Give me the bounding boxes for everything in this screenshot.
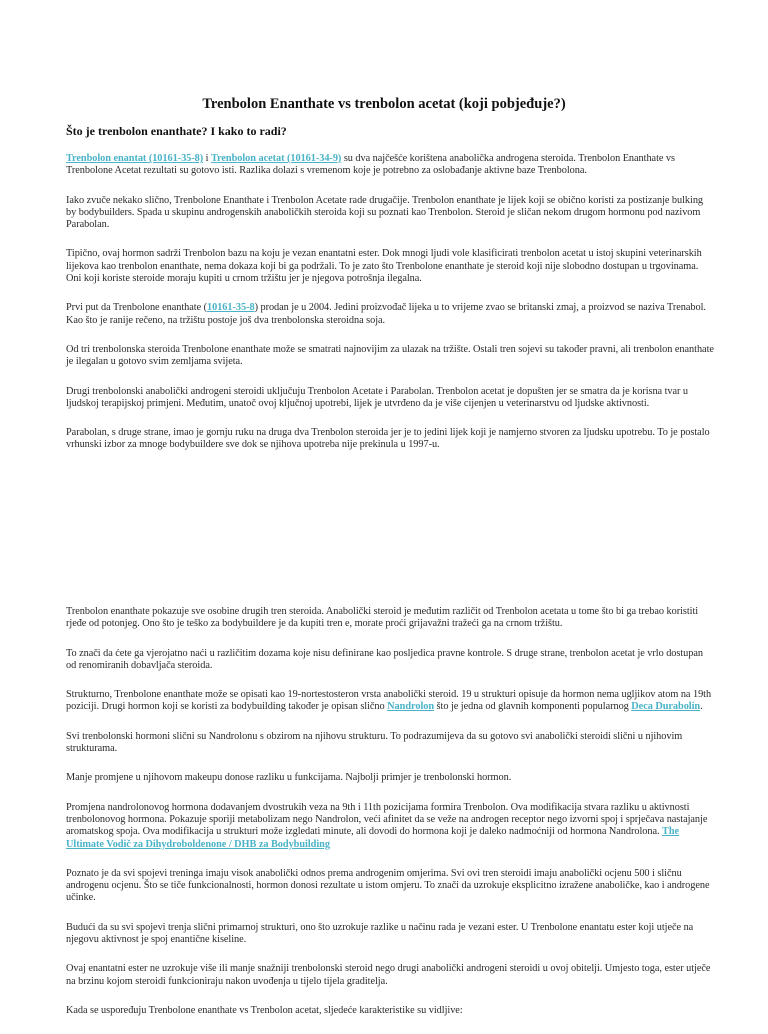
link-nandrolon[interactable]: Nandrolon [387, 701, 435, 713]
link-dhb-guide[interactable]: The Ultimate Vodič za Dihydroboldenone / DHB za Bodybuilding [66, 826, 680, 850]
paragraph-10-mid: što je jedna od glavnih komponenti popularnog [434, 701, 632, 713]
blank-area [66, 450, 714, 590]
content-block-bottom [66, 606, 714, 1034]
paragraph-12: Manje promjene u njihovom makeupu donose razliku u funkcijama. Najbolji primjer je trenbolonski hormon. [66, 772, 512, 784]
paragraph-4-rest: ) prodan je u 2004. Jedini proizvođač lijeka u to vrijeme zvao se britanski zmaj, a proizvod se naziva Trenabol. Kao što je ranije rečeno, na tržištu postoje još dva trenbolonska steroidna soja. [66, 302, 706, 326]
paragraph-9: To znači da ćete ga vjerojatno naći u različitim dozama koje nisu definirane kao posljedica pravne kontrole. S druge strane, trenbolon acetat je vrlo dostupan od renomiranih dobavljača steroida. [66, 647, 703, 671]
paragraph-16: Ovaj enantatni ester ne uzrokuje više ili manje snažniji trenbolonski steroid nego drugi anabolički androgeni steroidi u ovoj obitelji. Umjesto toga, ester utječe na brzinu kojom steroidi funkcioniraju nakon uvođenja u tijelo tijela graditelja. [66, 963, 711, 987]
paragraph-1-mid: i [203, 153, 211, 164]
paragraph-4-pre: Prvi put da Trenbolone enanthate ( [66, 302, 208, 314]
paragraph-17: Kada se uspoređuju Trenbolone enanthate vs Trenbolon acetat, sljedeće karakteristike su vidljive: [66, 1004, 463, 1016]
paragraph-4 [66, 302, 714, 327]
link-trenbolon-enantat[interactable]: Trenbolon enantat (10161-35-8) [66, 153, 204, 164]
paragraph-2: Iako zvuče nekako slično, Trenbolone Enanthate i Trenbolon Acetate rade drugačije. Trenbolon enanthate je lijek koji se obično koristi za postizanje bulking by bodybuilders. Spada u skupinu androgenskih anaboličkih steroida koji su poznati kao Trenbolon. Steroid je sličan nekom drugom hormonu pod nazivom Parabolan. [66, 194, 704, 231]
link-cas-number[interactable]: 10161-35-8 [207, 302, 255, 314]
paragraph-15: Budući da su svi spojevi trenja slični primarnoj strukturi, ono što uzrokuje razlike u načinu rada je vezani ester. U Trenbolone enantatu ester koji utječe na njegovu aktivnost je spoj enantične kiseline. [66, 921, 694, 946]
paragraph-10 [66, 689, 714, 714]
paragraph-7: Parabolan, s druge strane, imao je gornju ruku na druga dva Trenbolon steroida jer je to jedini lijek koji je namjerno stvoren za ljudsku upotrebu. To je postalo vrhunski izbor za mnoge bodybuildere sve dok se njihova upotreba nije prekinula u 1997-u. [66, 427, 710, 451]
paragraph-1-rest: su dva najčešće korištena anabolička androgena steroida. Trenbolon Enanthate vs Trenbolone Acetat rezultati su gotovo isti. Razlika dolazi s vremenom koje je potrebno za oslobađanje aktivne baze Trenbolona. [66, 153, 675, 177]
paragraph-1 [66, 153, 714, 178]
paragraph-13 [66, 802, 714, 851]
link-trenbolon-acetat[interactable]: Trenbolon acetat (10161-34-9) [211, 153, 342, 164]
section-heading: Što je trenbolon enanthate? I kako to radi? [66, 124, 287, 138]
page-title: Trenbolon Enanthate vs trenbolon acetat (koji pobjeđuje?) [202, 96, 566, 112]
paragraph-11: Svi trenbolonski hormoni slični su Nandrolonu s obzirom na njihovu strukturu. To podrazumijeva da su gotovo svi anabolički steroidi slični u njihovim strukturama. [66, 730, 683, 755]
paragraph-8: Trenbolon enanthate pokazuje sve osobine drugih tren steroida. Anabolički steroid je međutim različit od Trenbolon acetata u tome što bi ga trebao koristiti rjeđe od potonjeg. Ono što je teško za bodybuildere je da kupiti tren e, morate proći grijavažni tražeći ga na crnom tržištu. [66, 606, 699, 630]
paragraph-14: Poznato je da svi spojevi treninga imaju visok anabolički odnos prema androgenim omjerima. Svi ovi tren steroidi imaju anabolički ocjenu 500 i sličnu androgenu ocjenu. Što se tiče funkcionalnosti, hormon donosi rezultate u istom omjeru. To znači da uzrokuje eksplicitno izražene anaboličke, kao i androgene učinke. [66, 867, 710, 904]
paragraph-6: Drugi trenbolonski anabolički androgeni steroidi uključuju Trenbolon Acetate i Parabolan. Trenbolon acetat je dopušten jer se smatra da je korisna tvar u ljudskoj terapijskoj primjeni. Međutim, unatoč ovoj ključnoj upotrebi, lijek je utvrđeno da je više cijenjen u veterinarstvu od ljudske aktivnosti. [66, 385, 689, 409]
paragraph-10-pre: Strukturno, Trenbolone enanthate može se opisati kao 19-nortestosteron vrsta anabolički steroid. 19 u strukturi opisuje da hormon nema ugljikov atom na 19th poziciji. Drugi hormon koji se koristi za bodybuilding također je opisan slično [66, 689, 712, 713]
content-block-top [66, 153, 714, 469]
paragraph-10-post: . [700, 701, 703, 713]
link-deca-durabolin[interactable]: Deca Durabolin [631, 701, 701, 713]
paragraph-3: Tipično, ovaj hormon sadrži Trenbolon bazu na koju je vezan enantatni ester. Dok mnogi ljudi vole klasificirati trenbolon acetat u istoj skupini veterinarskih lijekova kao trenbolon enanthate, nema dokaza koji bi ga podržali. To je zato što Trenbolone enanthate je steroid koji nije slobodno dostupan u trgovinama. Oni koji koriste steroide moraju kupiti u crnom tržištu jer je njegova potrošnja ilegalna. [66, 248, 702, 285]
paragraph-5: Od tri trenbolonska steroida Trenbolone enanthate može se smatrati najnovijim za ulazak na tržište. Ostali tren sojevi su također pravni, ali trenbolon enanthate je ilegalan u gotovo svim zemljama svijeta. [66, 343, 714, 368]
paragraph-13-text: Promjena nandrolonovog hormona dodavanjem dvostrukih veza na 9th i 11th pozicijama formira Trenbolon. Ova modifikacija stvara razliku u aktivnosti trenbolonovog hormona. Pokazuje sporiji metabolizam nego Nandrolon, veći afinitet da se veže na androgen receptor nego izvorni spoj i sprječava nastajanje aromatskog spoja. Ova modifikacija u strukturi može izgledati minute, ali dovodi do hormona koji je daleko nadmoćniji od hormona Nandrolona. [66, 801, 708, 838]
